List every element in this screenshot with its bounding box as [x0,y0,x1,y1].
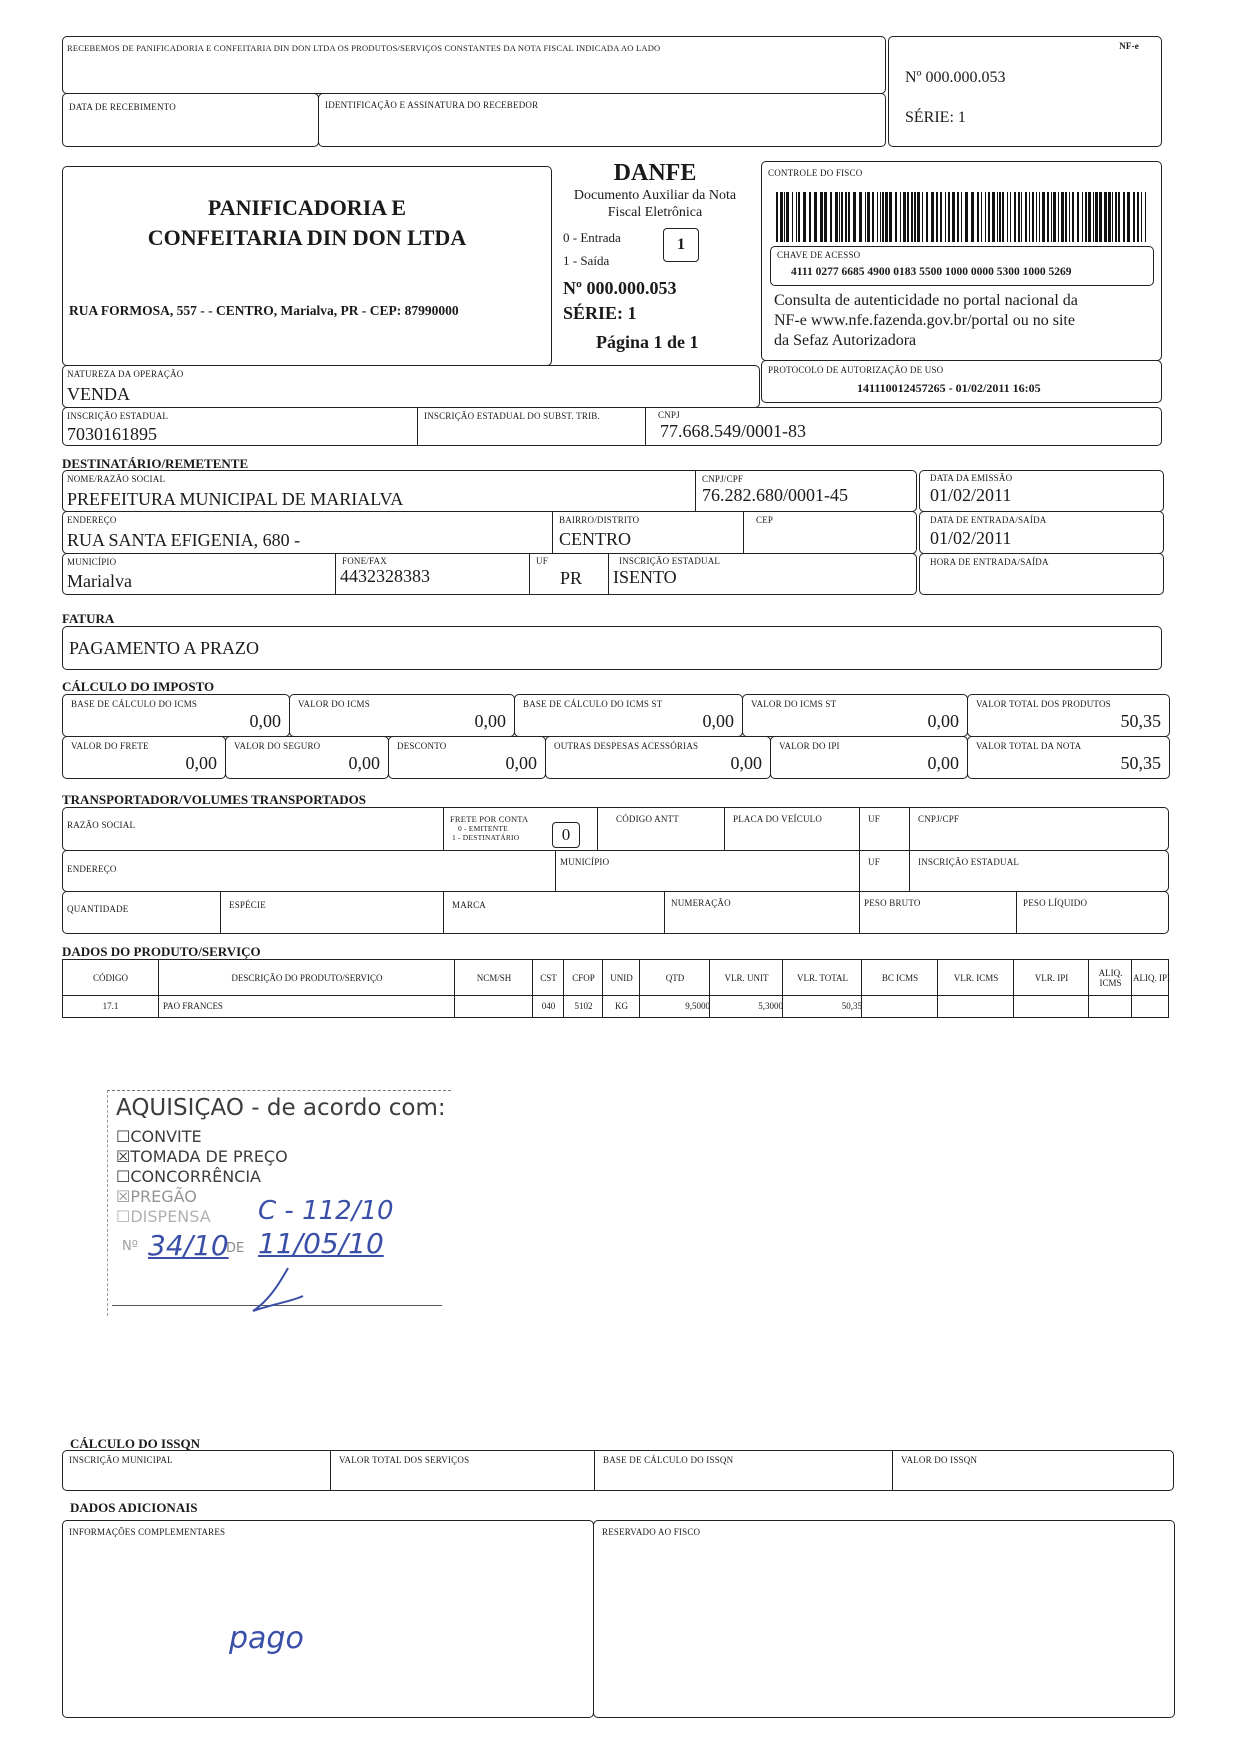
column-header: CST [532,960,564,995]
barcode-bar [1021,192,1022,242]
transp-ie-label: INSCRIÇÃO ESTADUAL [918,857,1020,867]
antt-label: CÓDIGO ANTT [616,814,679,824]
imposto-cell [62,694,290,737]
danfe-number: Nº 000.000.053 [563,278,677,298]
barcode-bar [865,192,866,242]
barcode-bar [895,192,897,242]
barcode-bar [1058,192,1059,242]
fone-label: FONE/FAX [342,556,387,566]
imposto-label: BASE DE CÁLCULO DO ICMS ST [523,699,663,709]
natureza-value: VENDA [67,384,130,404]
imposto-value: 0,00 [348,753,380,773]
danfe-entrada: 0 - Entrada [563,230,621,245]
column-header: QTD [639,960,710,995]
column-header: ALIQ. IPI [1131,960,1171,995]
stamp-convite: ☐CONVITE [116,1127,202,1146]
table-cell: KG [602,995,640,1017]
marca-label: MARCA [452,900,487,910]
emitter-box [62,166,552,366]
column-header: DESCRIÇÃO DO PRODUTO/SERVIÇO [158,960,455,995]
imposto-cell [514,694,743,737]
column-header: BC ICMS [861,960,938,995]
barcode-bar [1072,192,1074,242]
table-cell: 5102 [563,995,603,1017]
emitter-name-line2: CONFEITARIA DIN DON LTDA [147,225,467,250]
imposto-value: 50,35 [1120,753,1161,773]
imposto-value: 0,00 [249,711,281,731]
stamp-no-label: Nº [122,1239,138,1254]
produtos-heading: DADOS DO PRODUTO/SERVIÇO [62,944,261,959]
barcode-bar [872,192,874,242]
imposto-value: 0,00 [702,711,734,731]
barcode-bar [853,192,856,242]
peso-liquido-label: PESO LÍQUIDO [1023,898,1088,908]
uf-label: UF [536,556,548,566]
stamp-concorrencia: ☐CONCORRÊNCIA [116,1167,261,1186]
info-label: INFORMAÇÕES COMPLEMENTARES [69,1527,226,1537]
frete-label: FRETE POR CONTA [450,814,529,824]
barcode-bar [882,192,884,242]
barcode-bar [798,192,800,242]
table-cell: 9,5000 [639,995,714,1017]
entrada-box [919,511,1164,554]
imposto-label: VALOR DO ICMS [298,699,370,709]
barcode-bar [841,192,843,242]
placa-label: PLACA DO VEÍCULO [733,814,823,824]
barcode-bar [803,192,806,242]
receipt-date-box[interactable] [62,93,319,147]
chave-label: CHAVE DE ACESSO [777,250,861,260]
barcode-bar [780,192,783,242]
barcode-bar [1099,192,1102,242]
emitter-name-line1: PANIFICADORIA E [207,195,407,220]
transp-uf-label: UF [868,814,880,824]
entrada-value: 01/02/2011 [930,528,1012,548]
barcode-bar [1133,192,1135,242]
barcode-bar [1141,192,1142,242]
stamp-date: 11/05/10 [258,1227,384,1260]
imposto-label: VALOR DO FRETE [71,741,149,751]
barcode-bar [992,192,995,242]
danfe-sub1: Documento Auxiliar da Nota [573,188,737,203]
table-cell [454,995,533,1017]
transp-row2 [62,850,1169,892]
barcode-bar [999,192,1001,242]
imposto-value: 0,00 [505,753,537,773]
barcode-bar [988,192,990,242]
nfe-label: NF-e [1119,41,1139,51]
consulta-line2: NF-e www.nfe.fazenda.gov.br/portal ou no site [774,312,1075,329]
dest-row2 [62,511,917,554]
table-cell: 5,3000 [709,995,787,1017]
barcode-bar [835,192,838,242]
barcode-bar [1115,192,1117,242]
emissao-value: 01/02/2011 [930,485,1012,505]
receipt-text: RECEBEMOS DE PANIFICADORIA E CONFEITARIA DIN DON LTDA OS PRODUTOS/SERVIÇOS CONSTANTES DA NOTA FISCAL INDICADA AO LADO [67,43,661,53]
fatura-box [62,626,1162,670]
barcode-bar [885,192,888,242]
imposto-value: 0,00 [474,711,506,731]
danfe-saida: 1 - Saída [563,253,610,268]
dest-row3 [62,553,917,595]
table-cell: PAO FRANCES [158,995,459,1017]
fisco-box [761,161,1162,361]
frete-emitente: 0 - EMITENTE [458,824,508,833]
endereco-value: RUA SANTA EFIGENIA, 680 - [67,530,301,550]
transp-cnpj-label: CNPJ/CPF [918,814,960,824]
table-cell: 040 [532,995,564,1017]
receipt-serie: SÉRIE: 1 [905,109,966,126]
barcode-bar [903,192,906,242]
frete-value: 0 [552,822,580,848]
barcode-bar [981,192,982,242]
ie-st-label: INSCRIÇÃO ESTADUAL DO SUBST. TRIB. [424,411,600,421]
imposto-cell [967,694,1170,737]
danfe-block [551,160,759,365]
barcode-bar [796,192,797,242]
barcode-bar [1104,192,1107,242]
transp-razao-label: RAZÃO SOCIAL [67,820,136,830]
barcode-bar [824,192,827,242]
barcode-bar [820,192,823,242]
barcode-bar [1088,192,1091,242]
barcode-bar [867,192,870,242]
barcode-bar [809,192,811,242]
imposto-cell [289,694,515,737]
barcode-bar [1039,192,1040,242]
emissao-box [919,470,1164,512]
barcode-bar [917,192,920,242]
checkbox-icon: ☐ [116,1207,131,1226]
table-cell [861,995,942,1017]
stamp-no-number: 34/10 [148,1229,229,1262]
chave-acesso: 4111 0277 6685 4900 0183 5500 1000 0000 5300 1000 5269 [791,266,1072,278]
column-header: NCM/SH [454,960,533,995]
barcode-bar [786,192,789,242]
imposto-label: VALOR DO SEGURO [234,741,321,751]
checkbox-icon: ☐ [116,1167,131,1186]
receipt-nfe-box [888,36,1162,147]
imposto-value: 50,35 [1120,711,1161,731]
entrada-label: DATA DE ENTRADA/SAÍDA [930,515,1047,525]
bairro-label: BAIRRO/DISTRITO [559,515,640,525]
uf-value: PR [560,568,583,588]
imposto-label: VALOR DO ICMS ST [751,699,837,709]
cnpj-value: 77.668.549/0001-83 [660,421,806,441]
column-header: VLR. UNIT [709,960,783,995]
chave-box [770,246,1154,286]
column-header: VLR. IPI [1013,960,1089,995]
barcode-bar [859,192,862,242]
imposto-cell [545,736,771,779]
imposto-row2 [62,736,1169,779]
especie-label: ESPÉCIE [229,900,266,910]
imposto-label: OUTRAS DESPESAS ACESSÓRIAS [554,741,699,751]
imposto-value: 0,00 [927,711,959,731]
checked-box-icon: ☒ [116,1147,131,1166]
barcode-bar [889,192,892,242]
dest-row1 [62,470,917,512]
danfe-sub2: Fiscal Eletrônica [607,205,703,220]
imposto-cell [388,736,546,779]
controle-fisco-label: CONTROLE DO FISCO [768,168,863,178]
barcode-bar [1036,192,1037,242]
barcode-bar [814,192,817,242]
column-header: CÓDIGO [93,972,128,983]
barcode-bar [900,192,901,242]
reservado-label: RESERVADO AO FISCO [602,1527,701,1537]
imposto-label: BASE DE CÁLCULO DO ICMS [71,699,198,709]
barcode-bar [1061,192,1064,242]
barcode-bar [948,192,950,242]
ie-value: 7030161895 [67,424,157,444]
barcode-bar [1127,192,1130,242]
barcode-bar [997,192,998,242]
nome-value: PREFEITURA MUNICIPAL DE MARIALVA [67,489,404,509]
emissao-label: DATA DA EMISSÃO [930,473,1013,483]
dest-cnpj-label: CNPJ/CPF [702,474,744,484]
barcode-bar [839,192,840,242]
stamp-pregao-number: C - 112/10 [258,1196,394,1226]
receipt-sign-box[interactable] [318,93,886,147]
barcode-bar [961,192,962,242]
transp-row1 [62,807,1169,851]
barcode-bar [914,192,916,242]
stamp-tomada: ☒TOMADA DE PREÇO [116,1147,288,1166]
imposto-value: 0,00 [185,753,217,773]
barcode-bar [1007,192,1008,242]
consulta-line3: da Sefaz Autorizadora [774,332,917,349]
issqn-inscricao-label: INSCRIÇÃO MUNICIPAL [69,1455,173,1465]
issqn-valor-servicos-label: VALOR TOTAL DOS SERVIÇOS [339,1455,470,1465]
barcode-bar [1069,192,1070,242]
issqn-valor-label: VALOR DO ISSQN [901,1455,978,1465]
info-complementares-box [62,1520,594,1718]
barcode-bar [1082,192,1083,242]
barcode-bar [957,192,959,242]
barcode-bar [1032,192,1034,242]
checked-box-icon: ☒ [116,1187,131,1206]
danfe-tipo-box: 1 [663,228,699,262]
barcode-bar [1077,192,1079,242]
natureza-label: NATUREZA DA OPERAÇÃO [67,369,184,379]
peso-bruto-label: PESO BRUTO [864,898,921,908]
barcode-bar [965,192,968,242]
column-header: UNID [602,960,640,995]
adicionais-heading: DADOS ADICIONAIS [70,1500,198,1515]
barcode-bar [1029,192,1030,242]
barcode-bar [776,192,778,242]
table-cell [937,995,1018,1017]
barcode-bar [1095,192,1098,242]
barcode-bar [922,192,923,242]
table-cell: 17.1 [102,1001,119,1011]
barcode-bar [952,192,955,242]
consulta-line1: Consulta de autenticidade no portal nacional da [774,292,1078,309]
imposto-cell [770,736,968,779]
barcode-bar [1065,192,1067,242]
frete-destinatario: 1 - DESTINATÁRIO [452,833,520,842]
barcode [776,192,1148,242]
reservado-fisco-box [593,1520,1175,1718]
stamp-de-label: DE [226,1241,245,1256]
column-header: CFOP [563,960,603,995]
municipio-value: Marialva [67,571,132,591]
numeracao-label: NUMERAÇÃO [671,898,731,908]
imposto-heading: CÁLCULO DO IMPOSTO [62,679,215,694]
stamp-title: AQUISIÇAO - de acordo com: [116,1095,446,1121]
imposto-label: VALOR DO IPI [779,741,840,751]
receipt-sign-label: IDENTIFICAÇÃO E ASSINATURA DO RECEBEDOR [325,100,539,110]
stamp-pregao: ☒PREGÃO [116,1187,197,1206]
issqn-base-label: BASE DE CÁLCULO DO ISSQN [603,1455,734,1465]
produtos-header [62,959,1169,996]
barcode-bar [1123,192,1125,242]
aquisicao-stamp [107,1090,451,1316]
barcode-bar [1025,192,1027,242]
transp-row3 [62,891,1169,934]
imposto-label: VALOR TOTAL DA NOTA [976,741,1082,751]
transp-uf2-label: UF [868,857,880,867]
bairro-value: CENTRO [559,529,631,549]
column-header: VLR. TOTAL [782,960,862,995]
imposto-value: 0,00 [730,753,762,773]
ie-row [62,407,1162,446]
dest-heading: DESTINATÁRIO/REMETENTE [62,456,249,471]
emitter-address: RUA FORMOSA, 557 - - CENTRO, Marialva, PR - CEP: 87990000 [69,303,459,318]
danfe-title: DANFE [613,160,697,186]
imposto-row1 [62,694,1169,737]
barcode-bar [1145,192,1146,242]
imposto-cell [225,736,389,779]
dest-ie-label: INSCRIÇÃO ESTADUAL [619,556,721,566]
receipt-box [62,36,886,94]
barcode-bar [845,192,847,242]
hora-box [919,553,1164,595]
barcode-bar [877,192,878,242]
cep-label: CEP [756,515,774,525]
imposto-label: VALOR TOTAL DOS PRODUTOS [976,699,1111,709]
barcode-bar [1108,192,1111,242]
municipio-label: MUNICÍPIO [67,557,117,567]
barcode-bar [1002,192,1004,242]
column-header: VLR. ICMS [937,960,1014,995]
protocolo-label: PROTOCOLO DE AUTORIZAÇÃO DE USO [768,365,944,375]
barcode-bar [1018,192,1020,242]
barcode-bar [1085,192,1087,242]
barcode-bar [1053,192,1056,242]
imposto-cell [62,736,226,779]
barcode-bar [1014,192,1016,242]
table-cell [1088,995,1136,1017]
barcode-bar [880,192,881,242]
barcode-bar [907,192,909,242]
protocolo-box [761,360,1162,403]
fatura-value: PAGAMENTO A PRAZO [69,638,260,658]
issqn-row [62,1450,1174,1491]
barcode-bar [792,192,793,242]
imposto-value: 0,00 [927,753,959,773]
barcode-bar [1137,192,1139,242]
barcode-bar [940,192,942,242]
cnpj-label: CNPJ [658,410,680,420]
imposto-label: DESCONTO [397,741,447,751]
checkbox-icon: ☐ [116,1127,131,1146]
table-cell [1013,995,1093,1017]
barcode-bar [1093,192,1094,242]
barcode-bar [1010,192,1011,242]
barcode-bar [971,192,974,242]
receipt-number: Nº 000.000.053 [905,69,1006,86]
signature-mark [248,1266,308,1316]
imposto-cell [742,694,968,737]
hora-label: HORA DE ENTRADA/SAÍDA [930,557,1049,567]
protocolo-value: 141110012457265 - 01/02/2011 16:05 [857,381,1041,395]
quantidade-label: QUANTIDADE [67,904,129,914]
fone-value: 4432328383 [340,566,430,586]
transp-endereco-label: ENDEREÇO [67,864,117,874]
barcode-bar [848,192,850,242]
barcode-bar [1042,192,1045,242]
barcode-bar [936,192,938,242]
fatura-heading: FATURA [62,611,115,626]
dest-cnpj-value: 76.282.680/0001-45 [702,485,848,505]
barcode-bar [977,192,979,242]
barcode-bar [830,192,832,242]
ie-label: INSCRIÇÃO ESTADUAL [67,411,169,421]
endereco-label: ENDEREÇO [67,515,117,525]
danfe-serie: SÉRIE: 1 [563,303,637,323]
barcode-bar [945,192,946,242]
transp-heading: TRANSPORTADOR/VOLUMES TRANSPORTADOS [62,792,367,807]
handwritten-note: pago [229,1621,304,1656]
imposto-cell [967,736,1170,779]
barcode-bar [926,192,928,242]
barcode-bar [1112,192,1113,242]
barcode-bar [911,192,913,242]
barcode-bar [1051,192,1052,242]
transp-municipio-label: MUNICÍPIO [560,857,610,867]
table-cell [1131,995,1175,1017]
natureza-box [62,365,760,408]
barcode-bar [1047,192,1049,242]
receipt-date-label: DATA DE RECEBIMENTO [69,102,176,112]
issqn-heading: CÁLCULO DO ISSQN [70,1436,201,1451]
danfe-page: Página 1 de 1 [596,332,699,352]
column-header: ALIQ. ICMS [1088,960,1132,995]
barcode-bar [784,192,785,242]
dest-ie-value: ISENTO [613,567,677,587]
stamp-dispensa: ☐DISPENSA [116,1207,211,1226]
table-row [62,995,1169,1018]
barcode-bar [1118,192,1120,242]
barcode-bar [985,192,986,242]
table-cell: 50,35 [782,995,866,1017]
nome-label: NOME/RAZÃO SOCIAL [67,474,166,484]
barcode-bar [931,192,934,242]
